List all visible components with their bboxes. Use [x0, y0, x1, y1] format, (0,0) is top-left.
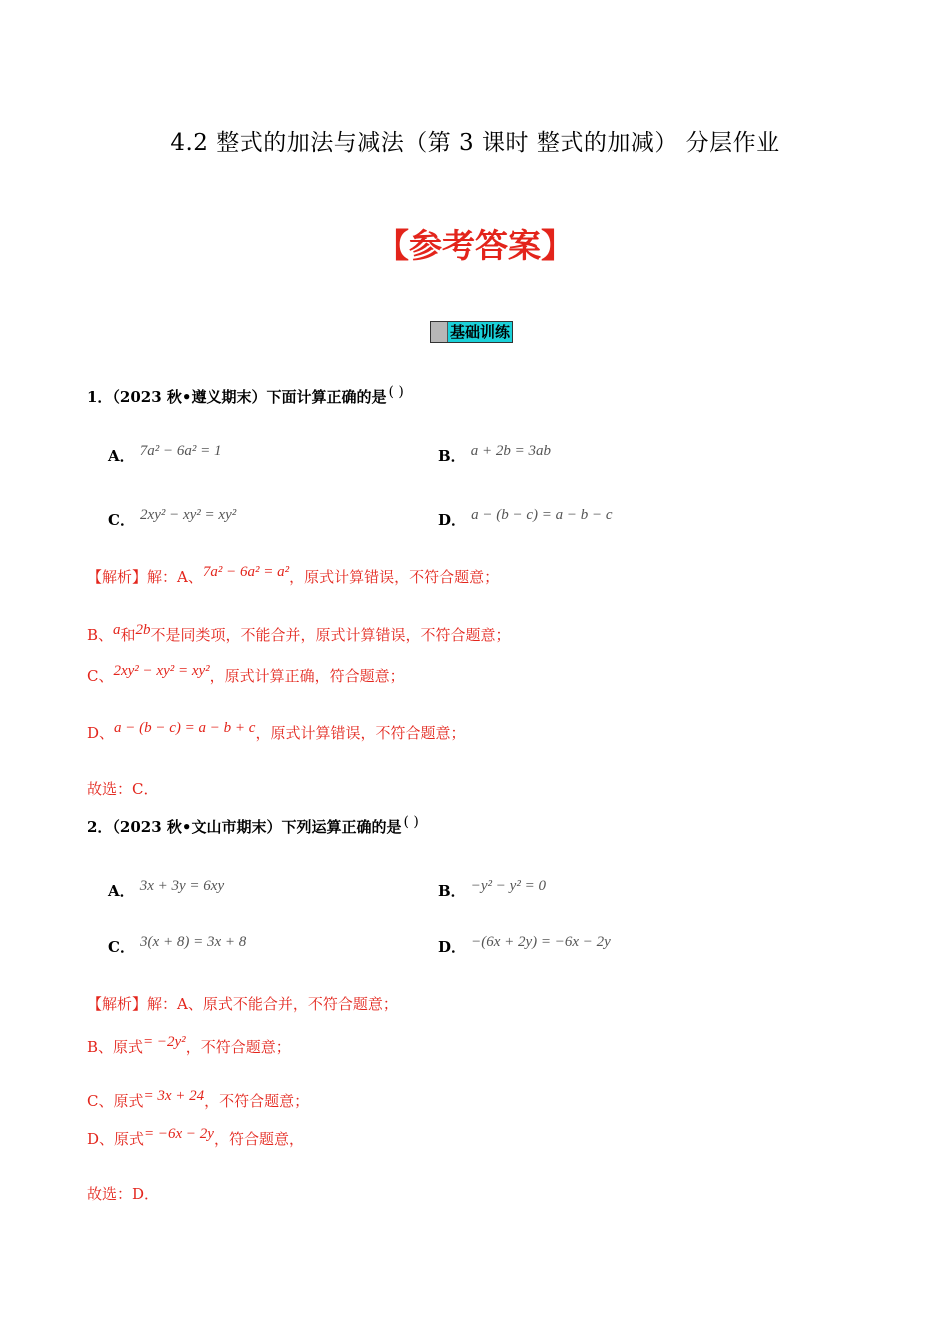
option-label: A．: [108, 882, 135, 900]
answer-paren: ( ): [403, 814, 419, 830]
q1-solution-line-2: [87, 624, 511, 645]
option-expression: 3(x + 8) = 3x + 8: [140, 934, 247, 950]
option-expression: 3x + 3y = 6xy: [139, 878, 225, 894]
q2-solution-line-1: 【解析】解：A、原式不能合并，不符合题意；: [87, 995, 398, 1013]
option-label: A．: [108, 447, 135, 465]
option-expression: −y² − y² = 0: [470, 878, 546, 894]
q2-solution-line-2: [87, 1036, 291, 1057]
option-label: C．: [108, 511, 135, 529]
section-marker-box: [431, 322, 448, 342]
option-expression: a + 2b = 3ab: [470, 443, 552, 459]
solution-prefix: 【解析】解：A、: [87, 568, 203, 586]
solution-prefix: C、: [87, 667, 114, 685]
q1-option-b: [438, 445, 551, 466]
q1-solution-line-3: [87, 665, 405, 686]
question-1-text: 1．（2023 秋•遵义期末）下面计算正确的是: [87, 388, 387, 406]
solution-suffix: 不是同类项，不能合并，原式计算错误，不符合题意；: [150, 626, 511, 644]
question-2-stem: [87, 816, 419, 837]
q1-option-c: [108, 509, 236, 530]
option-label: D．: [438, 938, 467, 956]
solution-suffix: ，原式计算错误，不符合题意；: [255, 724, 466, 742]
solution-prefix: D、原式: [87, 1130, 145, 1148]
solution-suffix: ，不符合题意；: [185, 1038, 291, 1056]
answer-paren: ( ): [388, 384, 404, 400]
solution-prefix: B、原式: [87, 1038, 144, 1056]
solution-suffix: ，原式计算正确，符合题意；: [209, 667, 405, 685]
q2-option-d: [438, 936, 611, 957]
q1-option-a: [108, 445, 221, 466]
q2-option-b: [438, 880, 546, 901]
option-expression: −(6x + 2y) = −6x − 2y: [471, 934, 611, 950]
section-tag: [430, 321, 513, 343]
solution-expression: 2b: [135, 622, 151, 638]
section-label: 基础训练: [450, 323, 511, 341]
q2-option-a: [108, 880, 224, 901]
solution-expression: = −2y²: [143, 1034, 186, 1050]
solution-expression: a: [113, 622, 121, 638]
solution-suffix: ，符合题意，: [213, 1130, 304, 1148]
solution-expression: a − (b − c) = a − b + c: [114, 720, 256, 736]
solution-mid: 和: [120, 626, 136, 644]
solution-expression: 7a² − 6a² = a²: [202, 564, 290, 580]
option-label: B．: [438, 447, 466, 465]
solution-prefix: C、原式: [87, 1092, 144, 1110]
q1-solution-line-1: [87, 566, 499, 587]
option-expression: 7a² − 6a² = 1: [139, 443, 222, 459]
question-2-text: 2．（2023 秋•文山市期末）下列运算正确的是: [87, 818, 402, 836]
question-1-stem: [87, 386, 404, 407]
q2-solution-line-3: [87, 1090, 309, 1111]
option-label: B．: [438, 882, 466, 900]
q2-answer: 故选：D．: [87, 1185, 160, 1203]
solution-expression: = −6x − 2y: [144, 1126, 214, 1142]
page-title: 4.2 整式的加法与减法（第 3 课时 整式的加减） 分层作业: [170, 130, 780, 156]
solution-prefix: D、: [87, 724, 115, 742]
option-label: D．: [438, 511, 467, 529]
solution-prefix: B、: [87, 626, 114, 644]
q2-solution-line-4: [87, 1128, 304, 1149]
answer-header: 【参考答案】: [376, 226, 574, 265]
solution-expression: 2xy² − xy² = xy²: [113, 663, 210, 679]
q1-option-d: [438, 509, 613, 530]
solution-expression: = 3x + 24: [143, 1088, 205, 1104]
solution-suffix: ，不符合题意；: [204, 1092, 310, 1110]
solution-suffix: ，原式计算错误，不符合题意；: [289, 568, 500, 586]
q2-option-c: [108, 936, 246, 957]
q1-answer: 故选：C．: [87, 780, 159, 798]
option-expression: 2xy² − xy² = xy²: [140, 507, 237, 523]
q1-solution-line-4: [87, 722, 465, 743]
option-expression: a − (b − c) = a − b − c: [471, 507, 613, 523]
option-label: C．: [108, 938, 135, 956]
